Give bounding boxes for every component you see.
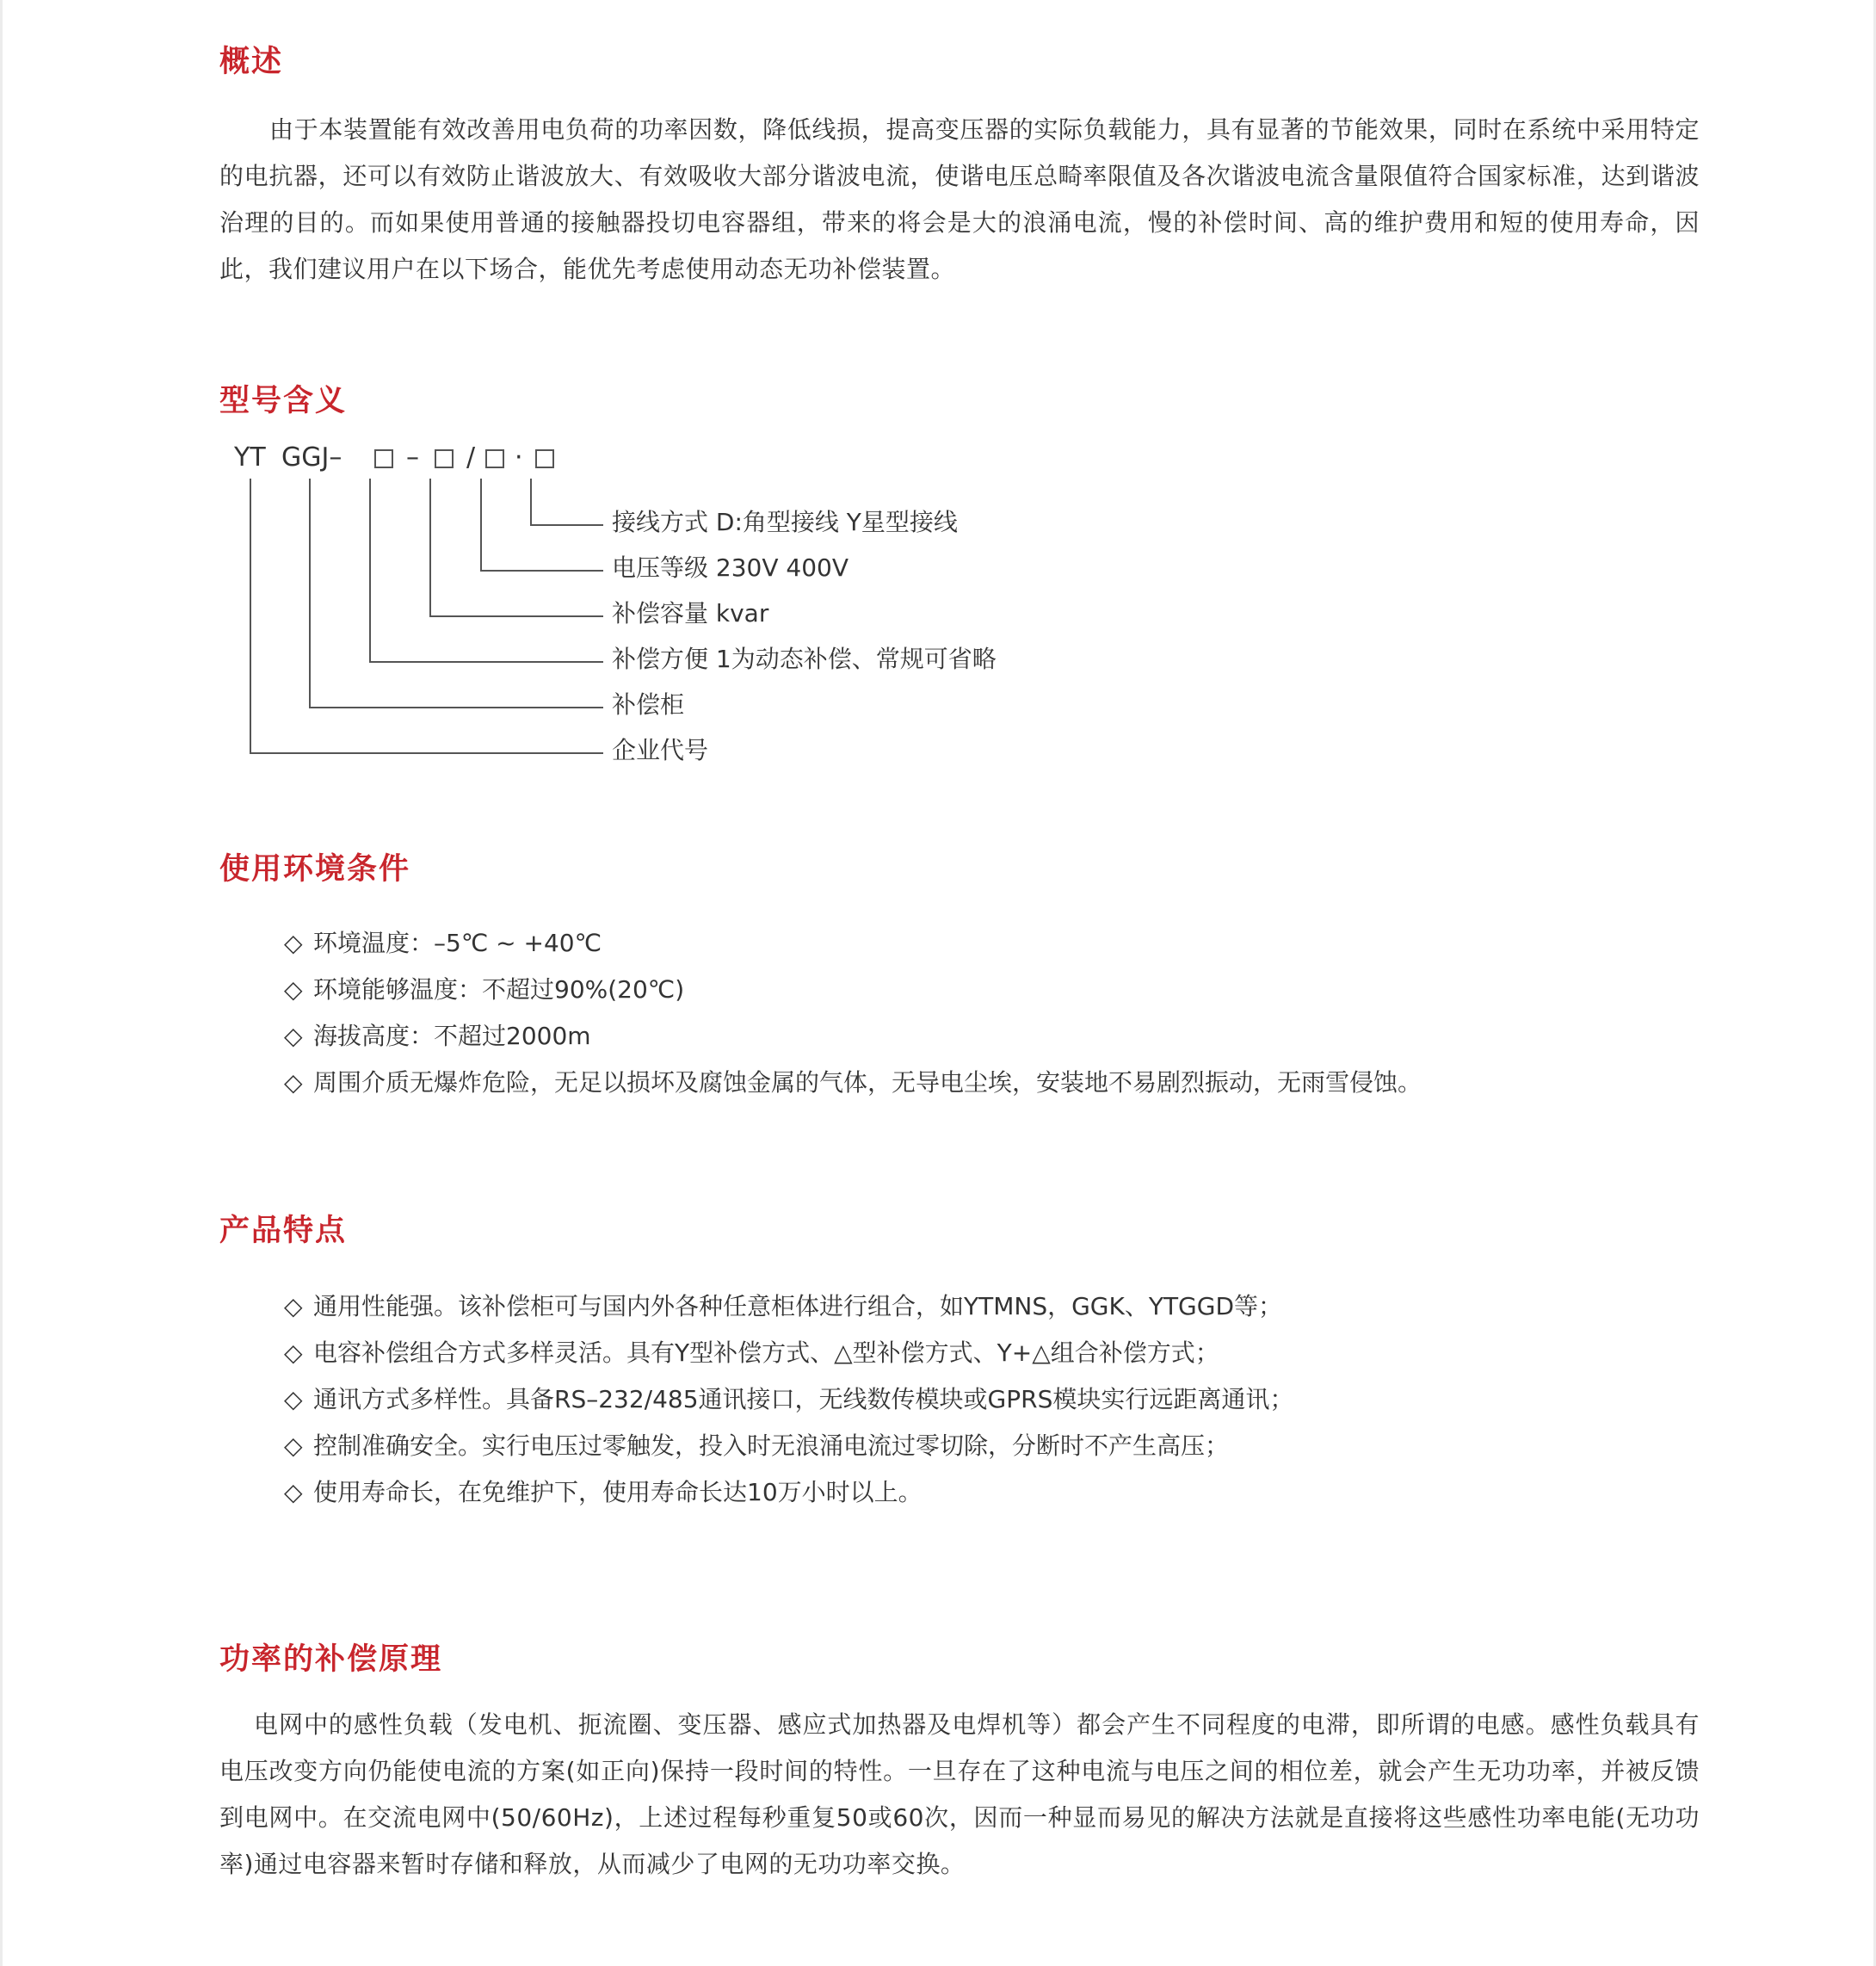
connector-wiring-h xyxy=(530,524,603,526)
code-box-mode xyxy=(374,449,393,468)
connector-voltage-h xyxy=(480,570,603,572)
diamond-bullet-icon: ◇ xyxy=(284,1338,303,1367)
connector-mode-v xyxy=(369,479,371,662)
diamond-bullet-icon: ◇ xyxy=(284,1431,303,1460)
label-mode: 补偿方便 1为动态补偿、常规可省略 xyxy=(612,645,997,673)
principle-heading: 功率的补偿原理 xyxy=(219,1642,443,1677)
code-box-capacity xyxy=(435,449,454,468)
list-item-text: 环境能够温度：不超过90%(20℃) xyxy=(313,975,685,1004)
connector-capacity-h xyxy=(429,615,603,617)
list-item-text: 通用性能强。该补偿柜可与国内外各种任意柜体进行组合，如YTMNS，GGK、YTGGD等； xyxy=(313,1292,1283,1320)
diamond-bullet-icon: ◇ xyxy=(284,1068,303,1097)
diamond-bullet-icon: ◇ xyxy=(284,1385,303,1413)
list-item-text: 电容补偿组合方式多样灵活。具有Y型补偿方式、△型补偿方式、Y+△组合补偿方式； xyxy=(313,1338,1219,1367)
features-heading: 产品特点 xyxy=(219,1214,348,1248)
features-list xyxy=(284,1283,1293,1516)
connector-cabinet-v xyxy=(309,479,311,708)
list-item-text: 控制准确安全。实行电压过零触发，投入时无浪涌电流过零切除，分断时不产生高压； xyxy=(313,1431,1230,1460)
model-code-diagram xyxy=(219,439,1080,766)
overview-paragraph: 由于本装置能有效改善用电负荷的功率因数，降低线损，提高变压器的实际负载能力，具有显著的节能效果，同时在系统中采用特定的电抗器，还可以有效防止谐波放大、有效吸收大部分谐波电流，使谐电压总畸率限值及各次谐波电流含量限值符合国家标准，达到谐波治理的目的。而如果使用普通的接触器投切电容器组，带来的将会是大的浪涌电流，慢的补偿时间、高的维护费用和短的使用寿命，因此，我们建议用户在以下场合，能优先考虑使用动态无功补偿装置。 xyxy=(219,115,1700,283)
diamond-bullet-icon: ◇ xyxy=(284,1022,303,1050)
left-border xyxy=(0,0,3,1966)
list-item-text: 环境温度：–5℃ ~ +40℃ xyxy=(313,929,602,957)
environment-list xyxy=(284,920,1422,1106)
list-item xyxy=(284,1060,1422,1106)
list-item xyxy=(284,1376,1293,1423)
diamond-bullet-icon: ◇ xyxy=(284,1292,303,1320)
code-enterprise: YT xyxy=(234,442,266,473)
label-capacity: 补偿容量 kvar xyxy=(612,599,769,628)
list-item xyxy=(284,1423,1293,1469)
code-box-voltage xyxy=(485,449,504,468)
list-item xyxy=(284,1330,1293,1376)
code-separator-dot: · xyxy=(515,442,523,473)
connector-cabinet-h xyxy=(309,707,603,708)
code-cabinet: GGJ– xyxy=(281,442,342,473)
label-voltage: 电压等级 230V 400V xyxy=(612,553,849,582)
environment-heading: 使用环境条件 xyxy=(219,852,411,887)
code-box-wiring xyxy=(535,449,554,468)
list-item-text: 周围介质无爆炸危险，无足以损坏及腐蚀金属的气体，无导电尘埃，安装地不易剧烈振动，无雨雪侵蚀。 xyxy=(313,1068,1422,1097)
label-wiring: 接线方式 D:角型接线 Y星型接线 xyxy=(612,508,958,536)
model-heading: 型号含义 xyxy=(219,384,348,418)
list-item xyxy=(284,1013,1422,1060)
diamond-bullet-icon: ◇ xyxy=(284,975,303,1004)
overview-heading: 概述 xyxy=(219,45,284,79)
list-item xyxy=(284,920,1422,967)
connector-mode-h xyxy=(369,661,603,663)
code-separator-dash: – xyxy=(406,442,419,473)
list-item-text: 通讯方式多样性。具备RS–232/485通讯接口，无线数传模块或GPRS模块实行远距离通讯； xyxy=(313,1385,1294,1413)
list-item-text: 使用寿命长，在免维护下，使用寿命长达10万小时以上。 xyxy=(313,1478,923,1506)
connector-capacity-v xyxy=(429,479,431,616)
connector-enterprise-h xyxy=(250,752,603,754)
connector-voltage-v xyxy=(480,479,482,571)
list-item xyxy=(284,1283,1293,1330)
diamond-bullet-icon: ◇ xyxy=(284,929,303,957)
diamond-bullet-icon: ◇ xyxy=(284,1478,303,1506)
label-cabinet: 补偿柜 xyxy=(612,690,685,719)
code-separator-slash: / xyxy=(466,442,476,473)
principle-paragraph: 电网中的感性负载（发电机、扼流圈、变压器、感应式加热器及电焊机等）都会产生不同程度的电滞，即所谓的电感。感性负载具有电压改变方向仍能使电流的方案(如正向)保持一段时间的特性。一旦存在了这种电流与电压之间的相位差，就会产生无功功率，并被反馈到电网中。在交流电网中(50/60Hz)，上述过程每秒重复50或60次，因而一种显而易见的解决方法就是直接将这些感性功率电能(无功功率)通过电容器来暂时存储和释放，从而减少了电网的无功功率交换。 xyxy=(219,1710,1700,1878)
list-item xyxy=(284,967,1422,1013)
label-enterprise: 企业代号 xyxy=(612,736,709,764)
connector-wiring-v xyxy=(530,479,532,525)
list-item xyxy=(284,1469,1293,1516)
list-item-text: 海拔高度：不超过2000m xyxy=(313,1022,591,1050)
connector-enterprise-v xyxy=(250,479,251,753)
